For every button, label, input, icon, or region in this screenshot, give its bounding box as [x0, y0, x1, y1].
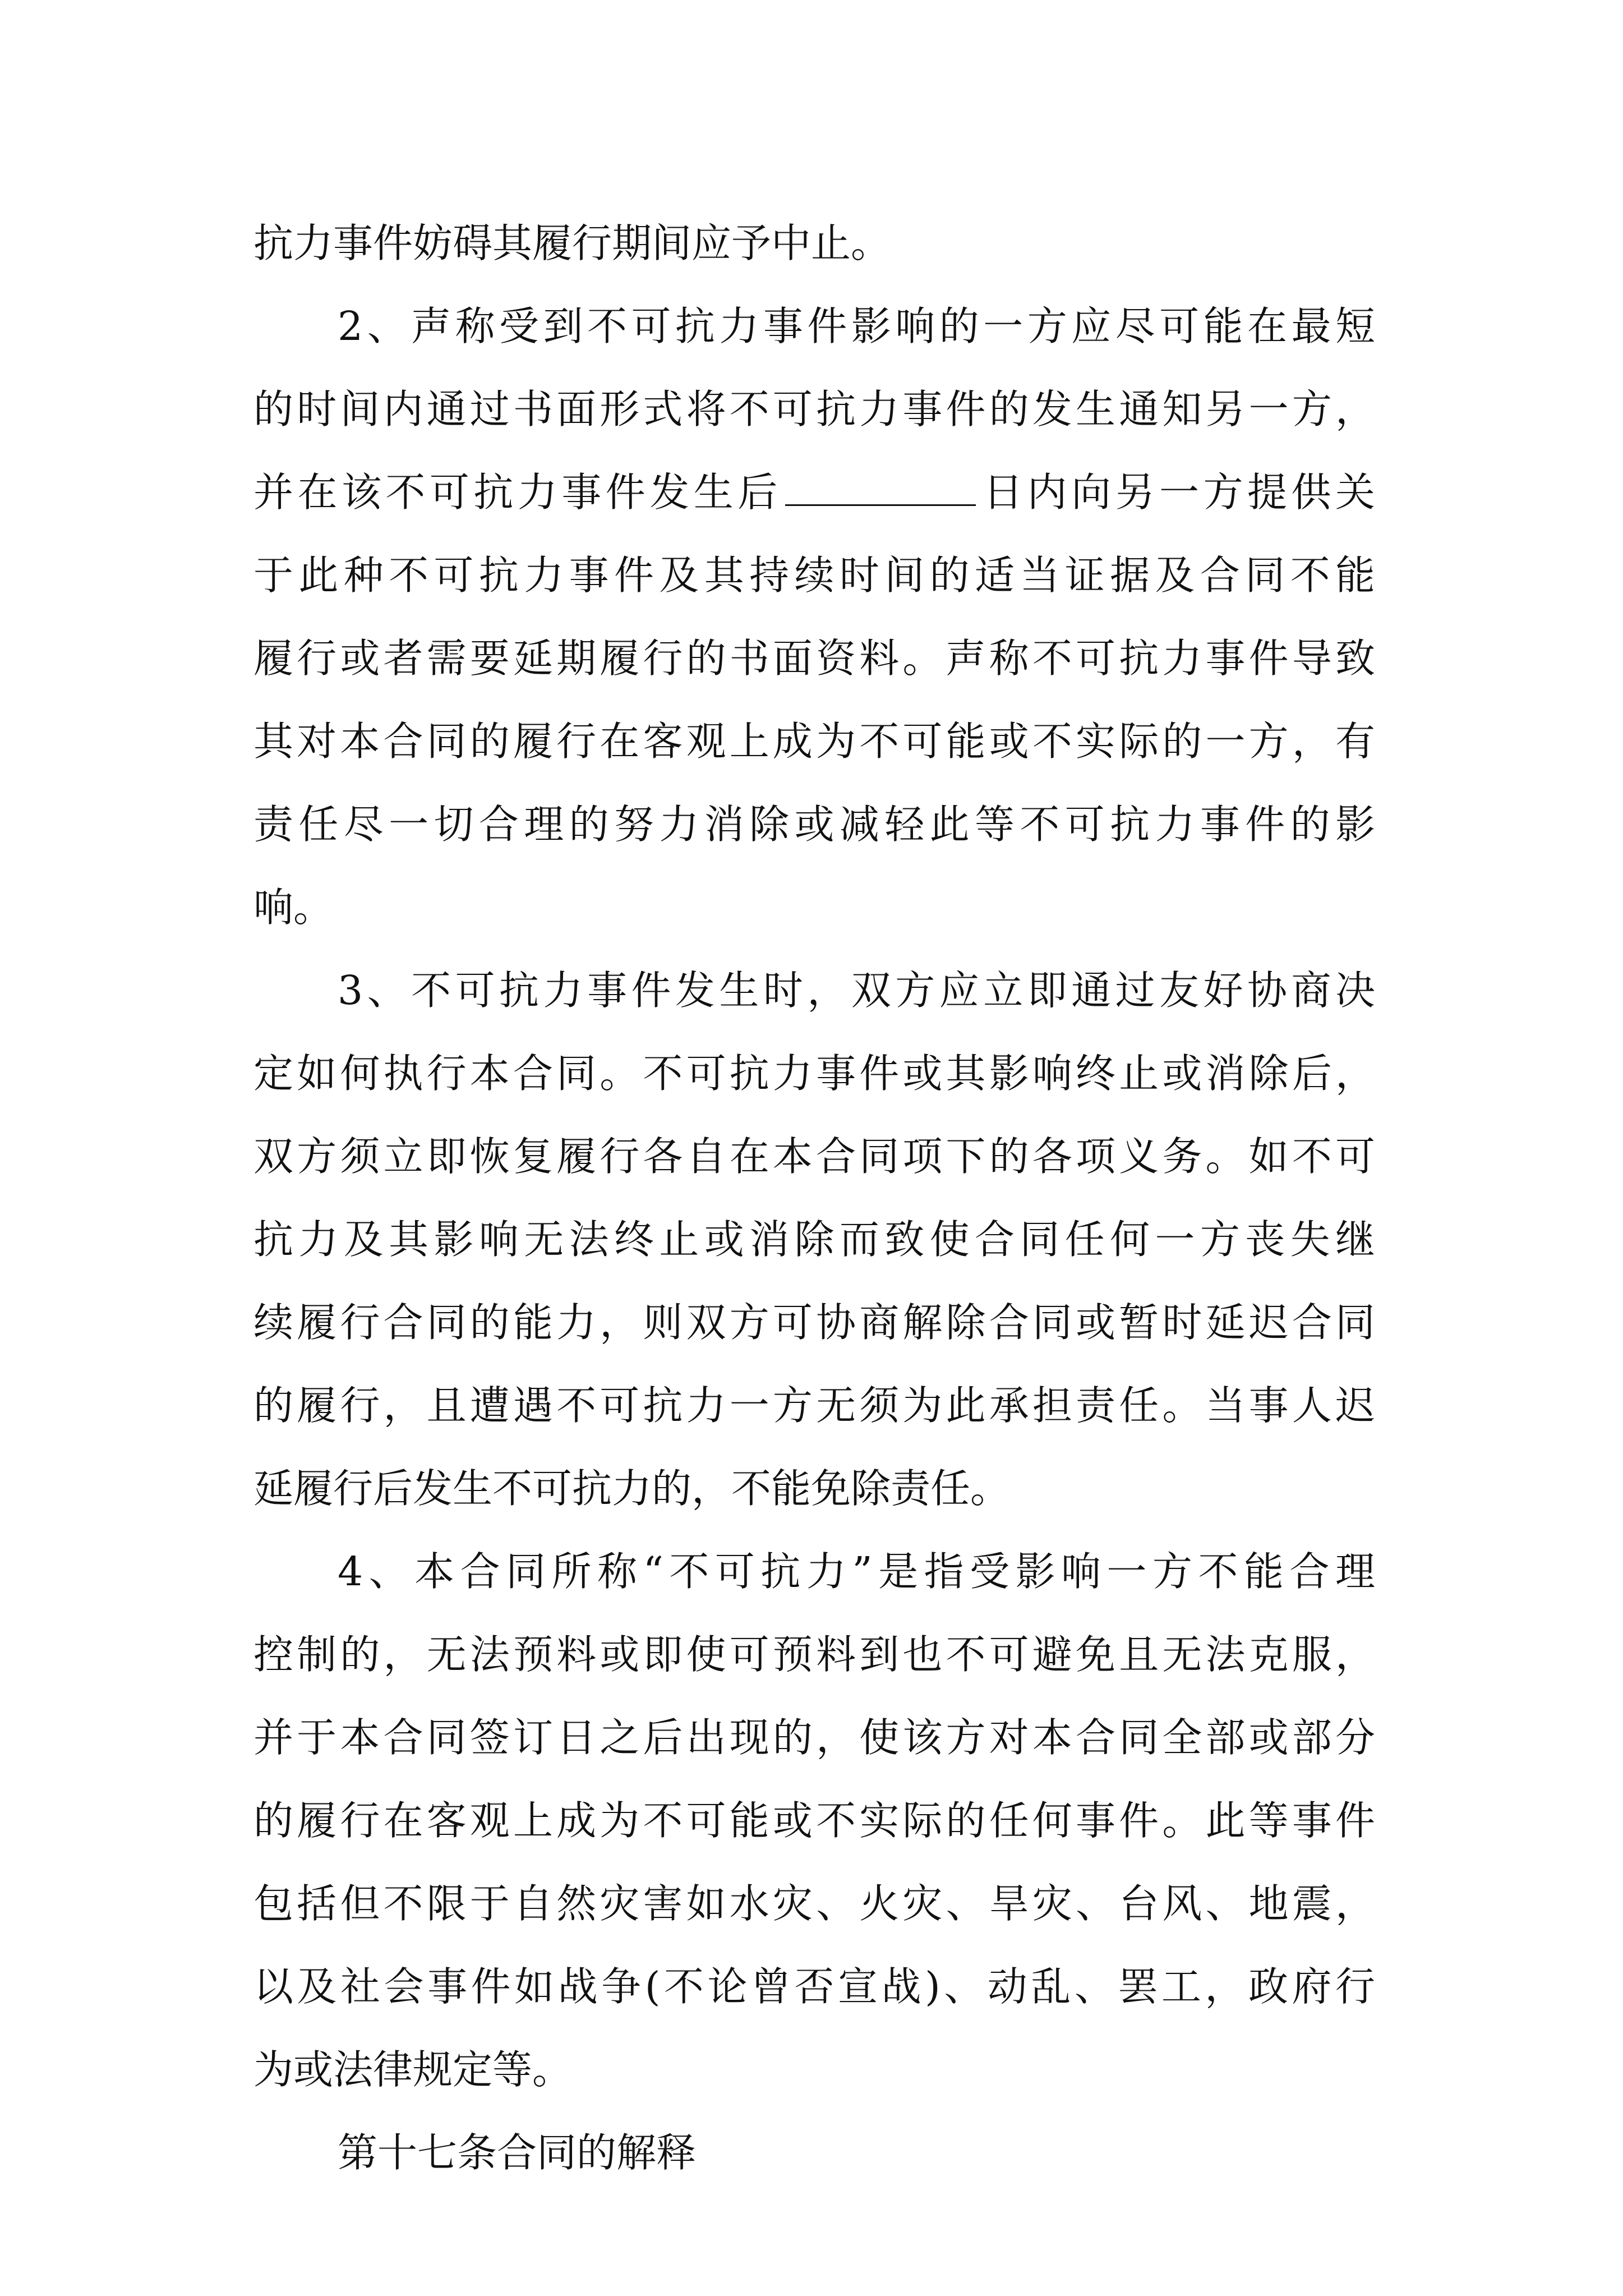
text-line: 并于本合同签订日之后出现的，使该方对本合同全部或部分: [253, 1714, 1375, 1761]
text-line: 为或法律规定等。: [253, 2046, 573, 2093]
text-line: 2、声称受到不可抗力事件影响的一方应尽可能在最短: [338, 303, 1375, 349]
text-segment: 日内向另一方提供关: [979, 469, 1375, 516]
text-line: 3、不可抗力事件发生时，双方应立即通过友好协商决: [338, 967, 1375, 1014]
section-heading: 第十七条合同的解释: [338, 2129, 697, 2176]
text-line: 责任尽一切合理的努力消除或减轻此等不可抗力事件的影: [253, 801, 1375, 848]
text-line: 续履行合同的能力，则双方可协商解除合同或暂时延迟合同: [253, 1299, 1375, 1346]
text-line-with-blank: [253, 451, 1375, 534]
text-line: 以及社会事件如战争(不论曾否宣战)、动乱、罢工，政府行: [253, 1963, 1375, 2010]
text-line: 延履行后发生不可抗力的，不能免除责任。: [253, 1465, 1011, 1512]
text-line: 抗力事件妨碍其履行期间应予中止。: [253, 220, 891, 266]
text-line: 的时间内通过书面形式将不可抗力事件的发生通知另一方，: [253, 386, 1375, 432]
text-line: 响。: [253, 884, 334, 931]
text-line: 的履行在客观上成为不可能或不实际的任何事件。此等事件: [253, 1797, 1375, 1844]
fill-in-blank: [785, 473, 976, 506]
text-line: 控制的，无法预料或即使可预料到也不可避免且无法克服，: [253, 1631, 1375, 1678]
text-line: 于此种不可抗力事件及其持续时间的适当证据及合同不能: [253, 552, 1375, 599]
text-line: 4、本合同所称“不可抗力”是指受影响一方不能合理: [338, 1548, 1375, 1595]
text-line: 包括但不限于自然灾害如水灾、火灾、旱灾、台风、地震，: [253, 1880, 1375, 1927]
text-segment: 并在该不可抗力事件发生后: [253, 469, 782, 516]
text-line: 抗力及其影响无法终止或消除而致使合同任何一方丧失继: [253, 1216, 1375, 1263]
text-line: 双方须立即恢复履行各自在本合同项下的各项义务。如不可: [253, 1133, 1375, 1180]
text-line: 定如何执行本合同。不可抗力事件或其影响终止或消除后，: [253, 1050, 1375, 1097]
text-line: 履行或者需要延期履行的书面资料。声称不可抗力事件导致: [253, 635, 1375, 682]
text-line: 的履行，且遭遇不可抗力一方无须为此承担责任。当事人迟: [253, 1382, 1375, 1429]
document-body: [253, 202, 1375, 2194]
text-line: 其对本合同的履行在客观上成为不可能或不实际的一方，有: [253, 718, 1375, 765]
